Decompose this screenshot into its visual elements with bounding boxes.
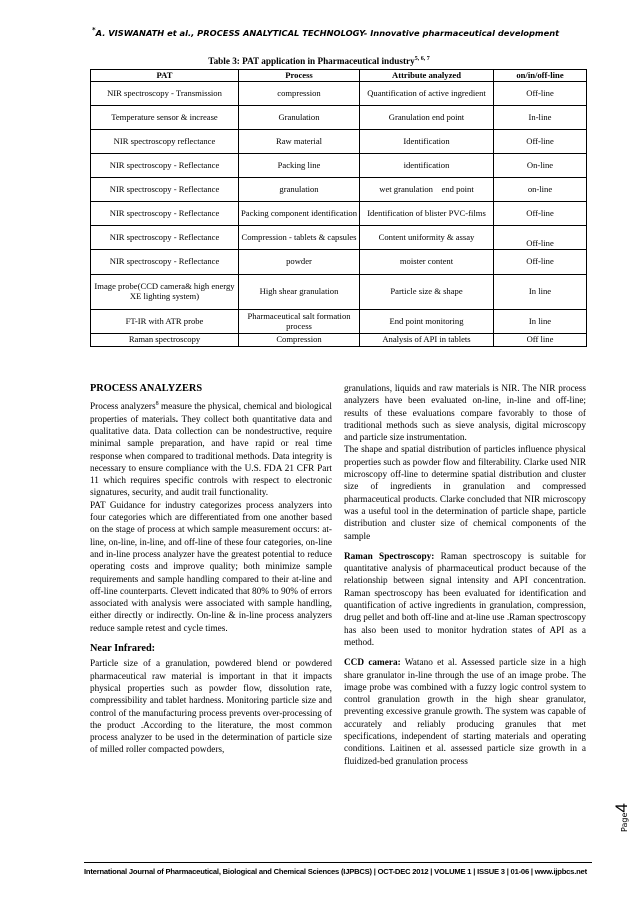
- cell-attribute: Identification of blister PVC-films: [360, 202, 494, 226]
- cell-process: Packing line: [239, 154, 360, 178]
- table-row: [91, 226, 587, 250]
- table-caption-text: Table 3: PAT application in Pharmaceutical industry: [208, 56, 415, 67]
- cell-attribute: moister content: [360, 250, 494, 275]
- table-row: [91, 106, 587, 130]
- cell-pat: FT-IR with ATR probe: [91, 310, 239, 334]
- paragraph: PAT Guidance for industry categorizes process analyzers into four categories which are differentiated from one another based on the stage of process at which sample measurement occurs: at-line, on-line, in-line, and off-line of these four categories, on-line and in-line process analyzer have the greatest potential to reduce operating costs and improve quality; both minimize sample requirements and sample handling compared to their at-line and off-line counterparts. Clevett indicated that 80% to 90% of errors associated with analysis were associated with sample handling, either directly or indirectly. On-line & in-line process analyzers reduce sample retest and cycle times.: [90, 500, 332, 634]
- table-row: [91, 202, 587, 226]
- table-header-row: [91, 70, 587, 82]
- cell-pat: Temperature sensor & increase: [91, 106, 239, 130]
- text-run: Process analyzers: [90, 402, 156, 413]
- cell-process: powder: [239, 250, 360, 275]
- ccd-label: CCD camera:: [344, 658, 401, 669]
- header-pat: PAT: [91, 70, 239, 82]
- header-line-mode: on/in/off-line: [494, 70, 587, 82]
- raman-label: Raman Spectroscopy:: [344, 551, 435, 562]
- cell-pat: NIR spectroscopy - Reflectance: [91, 178, 239, 202]
- cell-mode: In line: [494, 310, 587, 334]
- cell-process: Granulation: [239, 106, 360, 130]
- text-run: .: [175, 414, 179, 425]
- header-process: Process: [239, 70, 360, 82]
- paragraph: Particle size of a granulation, powdered blend or powdered pharmaceutical raw material is important in that it impacts physical properties such as powder flow, dissolution rate, compressibility and tablet hardness. Monitoring particle size and control of the manufacturing process prevents over-processing of the product .According to the literature, the most common process analyzer to be used in the determination of particle size of milled roller compacted powders,: [90, 659, 332, 756]
- cell-mode: Off-line: [494, 130, 587, 154]
- page-label: Page: [620, 812, 629, 832]
- page-number-value: 4: [612, 803, 631, 813]
- process-analyzers-heading: PROCESS ANALYZERS: [90, 383, 203, 394]
- cell-process: Packing component identification: [239, 202, 360, 226]
- cell-attribute: Analysis of API in tablets: [360, 334, 494, 347]
- table-row: [91, 275, 587, 310]
- pat-application-table: [90, 69, 587, 347]
- header-mark: *: [92, 26, 96, 34]
- cell-mode: In line: [494, 275, 587, 310]
- table-row: [91, 130, 587, 154]
- cell-pat: NIR spectroscopy - Reflectance: [91, 154, 239, 178]
- table-row: [91, 310, 587, 334]
- cell-pat: Raman spectroscopy: [91, 334, 239, 347]
- cell-mode: Off-line: [494, 250, 587, 275]
- cell-process: compression: [239, 82, 360, 106]
- paragraph: [90, 398, 332, 499]
- cell-mode: In-line: [494, 106, 587, 130]
- cell-pat: NIR spectroscopy - Reflectance: [91, 226, 239, 250]
- header-text: A. VISWANATH et al., PROCESS ANALYTICAL TECHNOLOGY- Innovative pharmaceutical development: [95, 27, 560, 38]
- cell-pat: NIR spectroscopy - Transmission: [91, 82, 239, 106]
- running-header: [92, 26, 612, 38]
- paragraph: granulations, liquids and raw materials is NIR. The NIR process analyzers have been evaluated on-line, in-line and off-line; results of these evaluations compare favorably to those of traditional methods such as sieve analysis, digital microscopy and particle size instrumentation.: [344, 384, 586, 444]
- table-row: [91, 82, 587, 106]
- cell-process: granulation: [239, 178, 360, 202]
- table-row: [91, 154, 587, 178]
- footer-divider: [84, 862, 592, 863]
- table-row: [91, 178, 587, 202]
- journal-footer: International Journal of Pharmaceutical, Biological and Chemical Sciences (IJPBCS) | OCT-DEC 2012 | VOLUME 1 | ISSUE 3 | 01-06 | www.ijpbcs.net: [84, 867, 587, 876]
- cell-mode: Off-line: [494, 202, 587, 226]
- paragraph: The shape and spatial distribution of particles influence physical properties such as powder flow and filterability. Clarke used NIR microscopy off-line to determine spatial distribution and cluster size of ingredients in granulation and compressed pharmaceutical products. Clarke concluded that NIR microscopy was a useful tool in the determination of particle shape, particle distribution and cluster size of chemical components of the sample: [344, 445, 586, 542]
- paragraph: [344, 657, 586, 768]
- cell-process: Compression: [239, 334, 360, 347]
- left-column: [90, 383, 332, 757]
- right-column: [344, 383, 586, 768]
- near-infrared-heading: Near Infrared:: [90, 643, 156, 655]
- table-row: [91, 334, 587, 347]
- cell-attribute: identification: [360, 154, 494, 178]
- cell-pat: NIR spectroscopy reflectance: [91, 130, 239, 154]
- text-run: Watano et al. Assessed particle size in a high share granulator in-line through the use of an image probe. The image probe was combined with a fuzzy logic control system to control granulation growth in the high shear granulator, preventing excessive granule growth. The system was capable of accurately and reliably producing granules that met specifications, independent of starting materials and operating conditions. Laitinen et al. assessed particle size growth in a fluidized-bed granulation process: [344, 658, 586, 767]
- cell-mode: Off-line: [494, 226, 587, 250]
- citation: 8: [155, 401, 159, 408]
- cell-mode: On-line: [494, 154, 587, 178]
- cell-mode: Off-line: [494, 82, 587, 106]
- paragraph: [344, 551, 586, 649]
- cell-process: Compression - tablets & capsules: [239, 226, 360, 250]
- cell-attribute: End point monitoring: [360, 310, 494, 334]
- cell-attribute: Identification: [360, 130, 494, 154]
- table-row: [91, 250, 587, 275]
- cell-attribute: Quantification of active ingredient: [360, 82, 494, 106]
- cell-pat: NIR spectroscopy - Reflectance: [91, 202, 239, 226]
- cell-process: Pharmaceutical salt formation process: [239, 310, 360, 334]
- cell-attribute: wet granulation end point: [360, 178, 494, 202]
- table-caption-refs: 5, 6, 7: [414, 56, 430, 62]
- cell-process: Raw material: [239, 130, 360, 154]
- table-caption: [0, 56, 638, 66]
- header-attribute: Attribute analyzed: [360, 70, 494, 82]
- cell-mode: Off line: [494, 334, 587, 347]
- text-run: Raman spectroscopy is suitable for quantitative analysis of pharmaceutical product because of the relationship between signal intensity and API concentration. Raman spectroscopy has been evaluated for identification and quantification of active ingredients in granulation, compression, drug pellet and both off-line and at-line use .Raman spectroscopy has also been used to monitor hydration states of API as a method.: [344, 551, 587, 648]
- cell-attribute: Particle size & shape: [360, 275, 494, 310]
- cell-process: High shear granulation: [239, 275, 360, 310]
- page-number: [612, 803, 632, 832]
- cell-pat: NIR spectroscopy - Reflectance: [91, 250, 239, 275]
- cell-mode: on-line: [494, 178, 587, 202]
- cell-attribute: Content uniformity & assay: [360, 226, 494, 250]
- cell-attribute: Granulation end point: [360, 106, 494, 130]
- text-run: They collect both quantitative data and qualitative data. Data collection can be nondestructive, require minimal sample preparation, and have rapid or real time response when compared to traditional methods. Data integrity is necessary to ensure compliance with the U.S. FDA 21 CFR Part 11 which requires specific controls with respect to electronic signatures, security, and audit trail functionality.: [90, 414, 332, 499]
- cell-pat: Image probe(CCD camera& high energy XE lighting system): [91, 275, 239, 310]
- text-run: measure the physical, chemical and biological properties of materials: [90, 402, 333, 425]
